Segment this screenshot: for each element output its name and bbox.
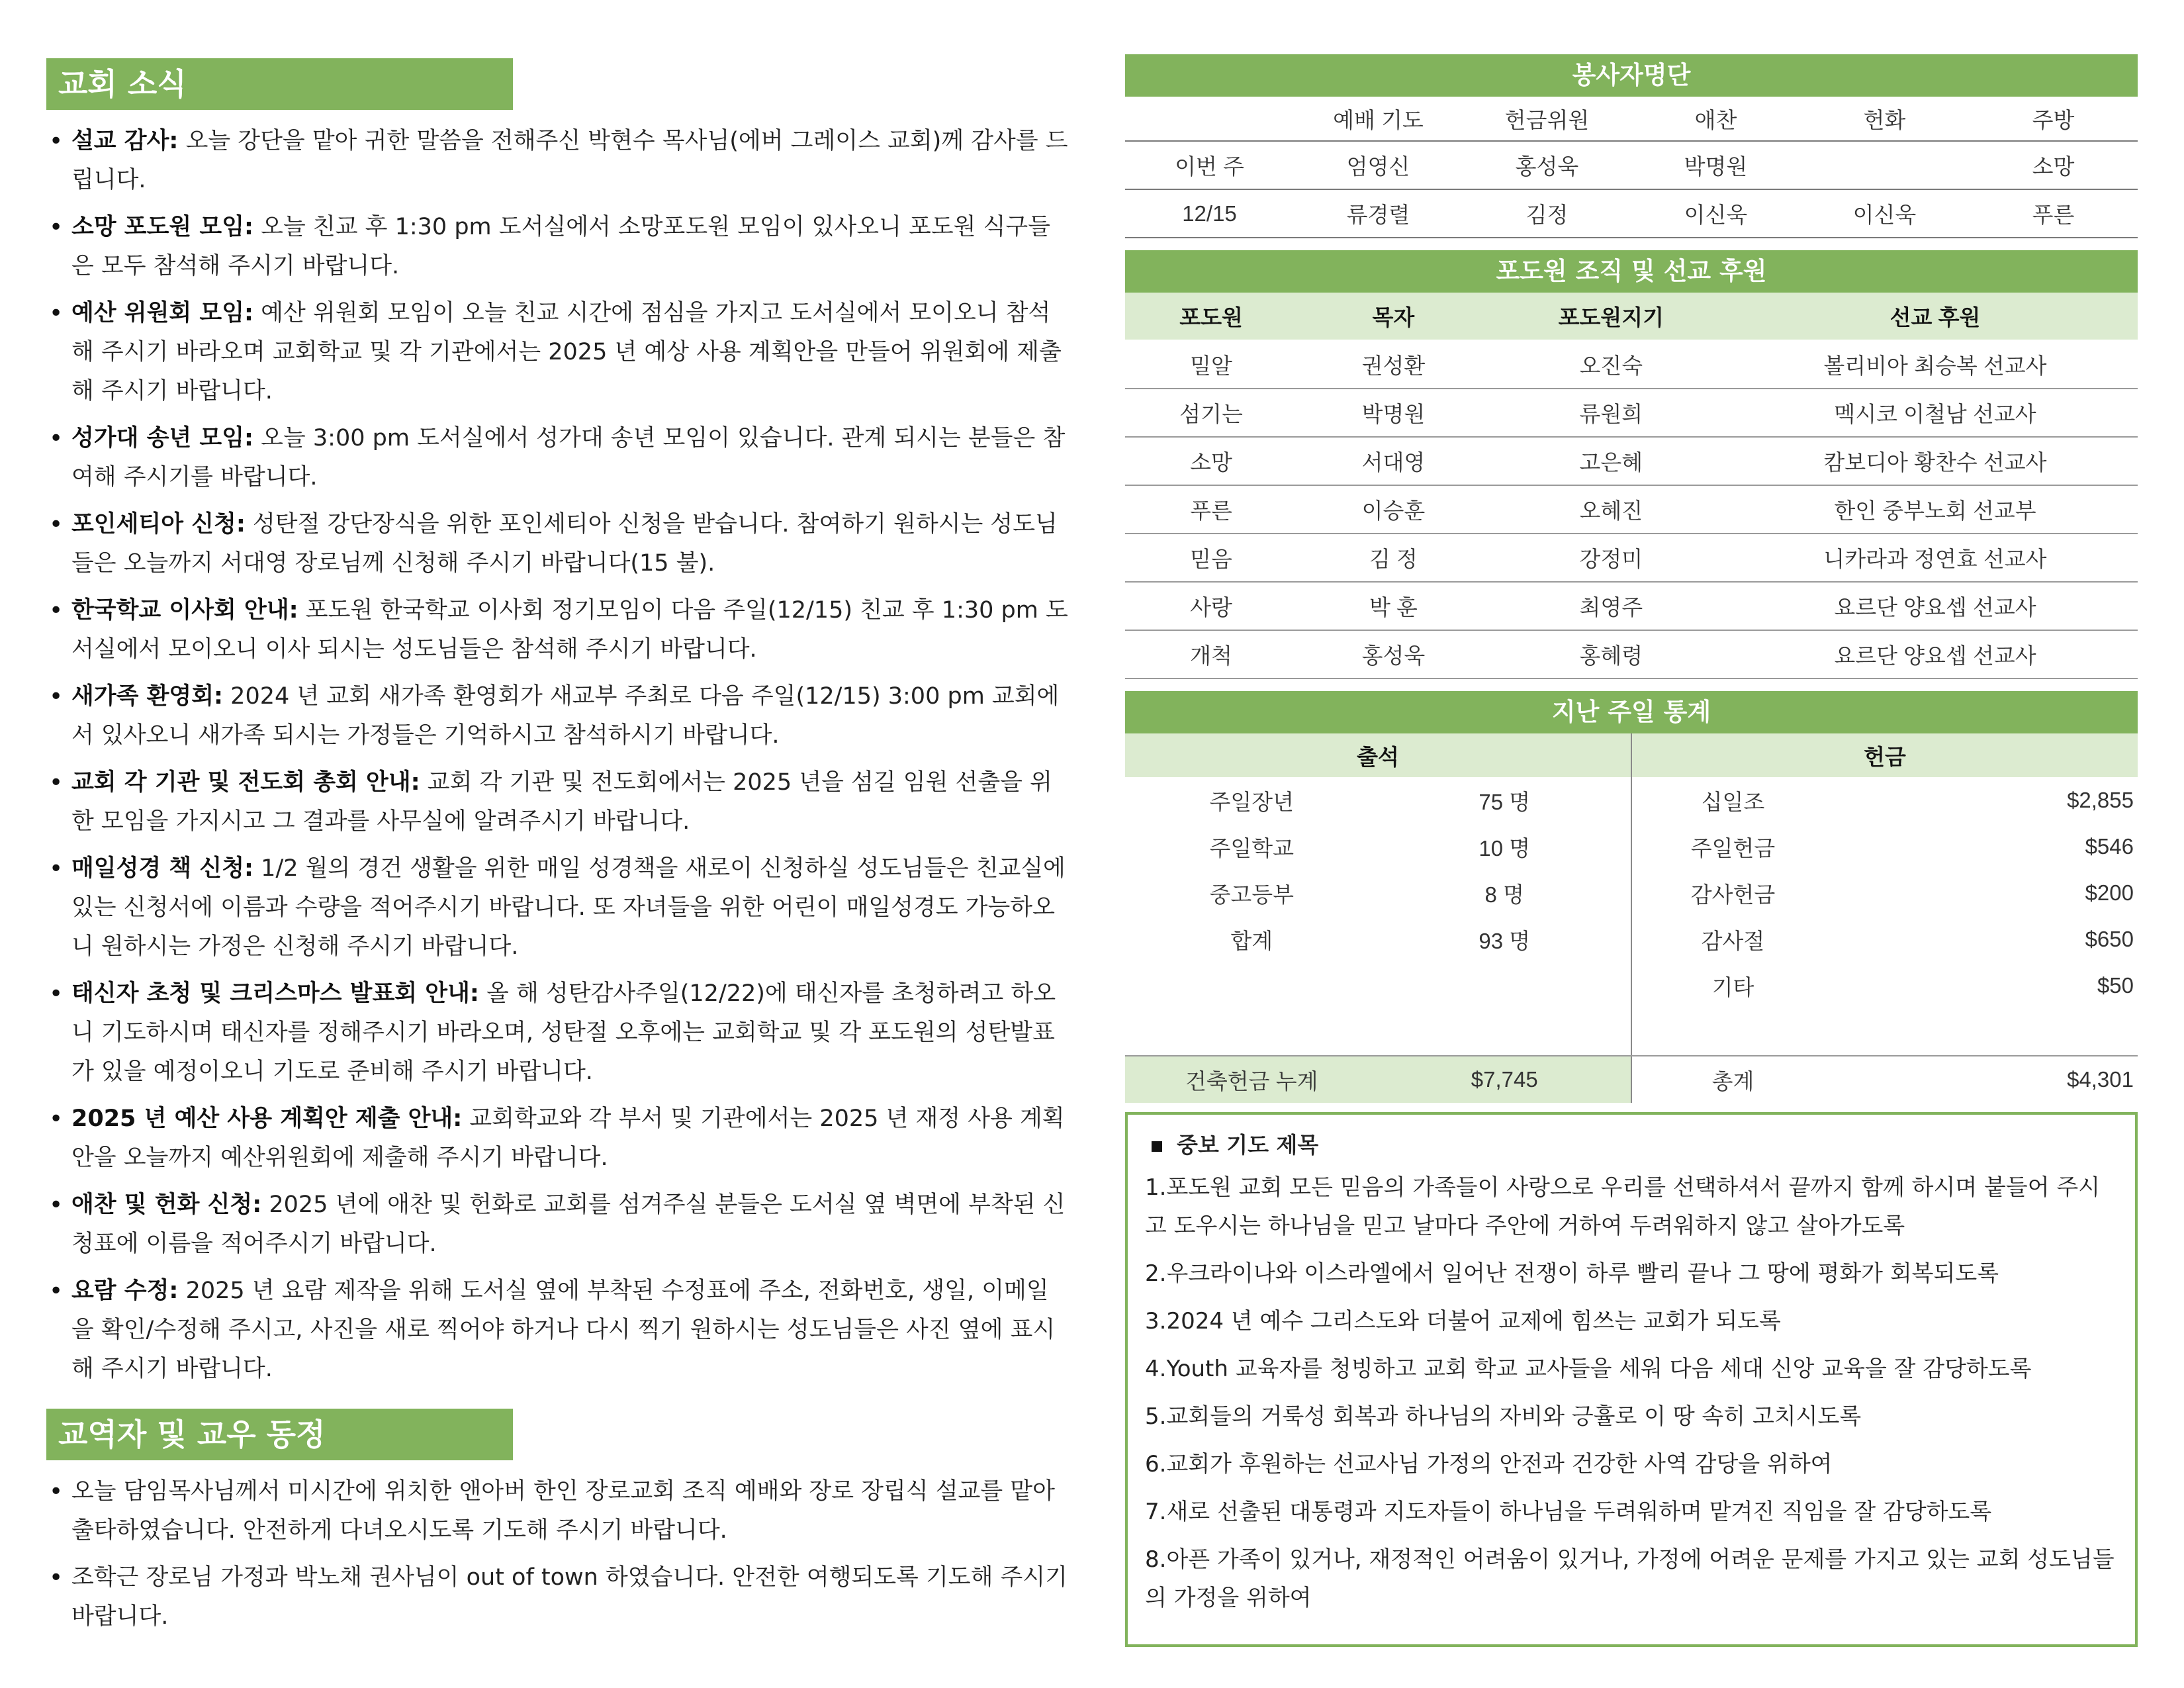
news-item-text: 교회 각 기관 및 전도회에서는 2025 년을 섬길 임원 선출을 위한 모임을 가지시고 그 결과를 사무실에 알려주시기 바랍니다. bbox=[71, 769, 1052, 835]
empty-cell bbox=[1834, 1009, 2138, 1056]
table-row bbox=[1125, 485, 2138, 534]
table-header-cell: 선교 후원 bbox=[1733, 293, 2138, 340]
table-header-cell bbox=[1125, 97, 1294, 141]
table-cell: 이신욱 bbox=[1800, 189, 1969, 238]
offering-value: $200 bbox=[2085, 880, 2134, 905]
table-cell: 홍성욱 bbox=[1463, 141, 1631, 189]
table-cell: 볼리비아 최승복 선교사 bbox=[1733, 340, 2138, 389]
prayer-item: 5.교회들의 거룩성 회복과 하나님의 자비와 긍휼로 이 땅 속히 고치시도록 bbox=[1145, 1403, 1862, 1430]
table-row bbox=[1125, 962, 2138, 1009]
news-item-label: 포인세티아 신청: bbox=[71, 511, 246, 538]
church-news-header: 교회 소식 bbox=[46, 58, 513, 110]
news-item-label: 교회 각 기관 및 전도회 총회 안내: bbox=[71, 769, 420, 796]
news-item-label: 요람 수정: bbox=[71, 1278, 179, 1304]
news-item-text: 올 해 성탄감사주일(12/22)에 태신자를 초청하려고 하오니 기도하시며 태신자를 정해주시기 바라오며, 성탄절 오후에는 교회학교 및 각 포도원의 성탄발표가 있을 예정이오니 기도로 준비해 주시기 바랍니다. bbox=[71, 980, 1056, 1085]
table-header-row bbox=[1125, 733, 2138, 777]
table-cell: 박명원 bbox=[1631, 141, 1800, 189]
table-cell: 강정미 bbox=[1490, 534, 1733, 582]
prayer-item: 4.Youth 교육자를 청빙하고 교회 학교 교사들을 세워 다음 세대 신앙 교육을 잘 감당하도록 bbox=[1145, 1356, 2032, 1382]
table-cell: 김 정 bbox=[1297, 534, 1490, 582]
volunteers-title: 봉사자명단 bbox=[1125, 54, 2138, 97]
news-item-label: 새가족 환영회: bbox=[71, 683, 224, 710]
table-header-cell: 헌화 bbox=[1800, 97, 1969, 141]
news-item-text: 성탄절 강단장식을 위한 포인세티아 신청을 받습니다. 참여하기 원하시는 성도님들은 오늘까지 서대영 장로님께 신청해 주시기 바랍니다(15 불). bbox=[71, 511, 1058, 577]
table-cell: 서대영 bbox=[1297, 437, 1490, 485]
table-cell: 소망 bbox=[1125, 437, 1297, 485]
offering-label: 감사헌금 bbox=[1690, 882, 1776, 907]
news-item bbox=[46, 294, 1069, 411]
table-cell: 김정 bbox=[1463, 189, 1631, 238]
news-item bbox=[46, 419, 1069, 497]
left-column bbox=[46, 58, 1069, 1644]
pastor-news-item: • 조학근 장로님 가정과 박노채 권사님이 out of town 하였습니다. 안전한 여행되도록 기도해 주시기 바랍니다. bbox=[46, 1558, 1069, 1636]
offering-value: $2,855 bbox=[2067, 788, 2134, 812]
table-cell: 류경렬 bbox=[1294, 189, 1463, 238]
table-row bbox=[1125, 582, 2138, 630]
news-item bbox=[46, 677, 1069, 755]
table-cell: 요르단 양요셉 선교사 bbox=[1733, 630, 2138, 679]
prayer-title-text: 중보 기도 제목 bbox=[1177, 1132, 1319, 1158]
prayer-title bbox=[1152, 1128, 2115, 1159]
attendance-label: 중고등부 bbox=[1209, 882, 1294, 907]
prayer-box bbox=[1125, 1112, 2138, 1647]
church-news-list bbox=[46, 122, 1069, 1389]
table-cell: 멕시코 이철남 선교사 bbox=[1733, 389, 2138, 437]
pastor-news-header: 교역자 및 교우 동정 bbox=[46, 1409, 513, 1460]
table-cell: 사랑 bbox=[1125, 582, 1297, 630]
spacer bbox=[1125, 238, 2138, 250]
news-item-label: 애찬 및 헌화 신청: bbox=[71, 1192, 262, 1218]
attendance-header: 출석 bbox=[1125, 733, 1631, 777]
news-item-label: 태신자 초청 및 크리스마스 발표회 안내: bbox=[71, 980, 479, 1007]
table-cell: 오진숙 bbox=[1490, 340, 1733, 389]
table-cell: 이승훈 bbox=[1297, 485, 1490, 534]
offering-label: 기타 bbox=[1711, 974, 1754, 1000]
news-item bbox=[46, 505, 1069, 583]
table-row bbox=[1125, 340, 2138, 389]
prayer-item: 6.교회가 후원하는 선교사님 가정의 안전과 건강한 사역 감당을 위하여 bbox=[1145, 1451, 1833, 1477]
attendance-value: 75 명 bbox=[1379, 777, 1632, 823]
table-cell: 12/15 bbox=[1125, 189, 1294, 238]
volunteers-table bbox=[1125, 97, 2138, 238]
table-cell: 류원희 bbox=[1490, 389, 1733, 437]
news-item-text: 포도원 한국학교 이사회 정기모임이 다음 주일(12/15) 친교 후 1:30 pm 도서실에서 모이오니 이사 되시는 성도님들은 참석해 주시기 바랍니다. bbox=[71, 597, 1068, 663]
table-cell: 엄영신 bbox=[1294, 141, 1463, 189]
news-item-text: 오늘 친교 후 1:30 pm 도서실에서 소망포도원 모임이 있사오니 포도원 식구들은 모두 참석해 주시기 바랍니다. bbox=[71, 214, 1051, 279]
news-item bbox=[46, 1272, 1069, 1389]
empty-cell bbox=[1379, 962, 1632, 1009]
table-row bbox=[1125, 1009, 2138, 1056]
table-row bbox=[1125, 870, 2138, 916]
table-header-cell: 헌금위원 bbox=[1463, 97, 1631, 141]
attendance-label: 합계 bbox=[1230, 928, 1273, 953]
news-item-text: 오늘 3:00 pm 도서실에서 성가대 송년 모임이 있습니다. 관계 되시는 분들은 참여해 주시기를 바랍니다. bbox=[71, 425, 1066, 491]
news-item bbox=[46, 763, 1069, 841]
table-cell: 오혜진 bbox=[1490, 485, 1733, 534]
news-item-label: 성가대 송년 모임: bbox=[71, 425, 254, 451]
table-header-row bbox=[1125, 97, 2138, 141]
table-row bbox=[1125, 916, 2138, 962]
table-header-cell: 예배 기도 bbox=[1294, 97, 1463, 141]
news-item-text: 2025 년 요람 제작을 위해 도서실 옆에 부착된 수정표에 주소, 전화번호, 생일, 이메일을 확인/수정해 주시고, 사진을 새로 찍어야 하거나 다시 찍기 원하시는 성도님들은 사진 옆에 표시해 주시기 바랍니다. bbox=[71, 1278, 1056, 1382]
spacer bbox=[1125, 679, 2138, 691]
square-bullet-icon bbox=[1152, 1141, 1162, 1152]
table-header-cell: 포도원지기 bbox=[1490, 293, 1733, 340]
table-cell: 니카라과 정연효 선교사 bbox=[1733, 534, 2138, 582]
table-row bbox=[1125, 189, 2138, 238]
building-fund-label: 건축헌금 누계 bbox=[1125, 1056, 1379, 1103]
news-item-label: 매일성경 책 신청: bbox=[71, 855, 254, 882]
table-row bbox=[1125, 777, 2138, 823]
table-row bbox=[1125, 437, 2138, 485]
prayer-item: 2.우크라이나와 이스라엘에서 일어난 전쟁이 하루 빨리 끝나 그 땅에 평화가 회복되도록 bbox=[1145, 1260, 1999, 1287]
table-header-row bbox=[1125, 293, 2138, 340]
total-label: 총계 bbox=[1711, 1068, 1754, 1094]
table-header-cell: 애찬 bbox=[1631, 97, 1800, 141]
news-item-text: 교회학교와 각 부서 및 기관에서는 2025 년 재정 사용 계획안을 오늘까지 예산위원회에 제출해 주시기 바랍니다. bbox=[71, 1105, 1065, 1171]
table-cell: 개척 bbox=[1125, 630, 1297, 679]
table-cell: 홍혜령 bbox=[1490, 630, 1733, 679]
offering-value: $650 bbox=[2085, 927, 2134, 951]
prayer-item: 7.새로 선출된 대통령과 지도자들이 하나님을 두려워하며 맡겨진 직임을 잘 감당하도록 bbox=[1145, 1499, 1992, 1525]
stats-table bbox=[1125, 733, 2138, 1103]
table-cell: 소망 bbox=[1969, 141, 2138, 189]
table-cell: 푸른 bbox=[1969, 189, 2138, 238]
offering-header: 헌금 bbox=[1631, 733, 2138, 777]
news-item-label: 소망 포도원 모임: bbox=[71, 214, 254, 240]
table-row bbox=[1125, 534, 2138, 582]
prayer-item: 8.아픈 가족이 있거나, 재정적인 어려움이 있거나, 가정에 어려운 문제를 가지고 있는 교회 성도님들의 가정을 위하여 bbox=[1145, 1546, 2115, 1611]
table-row bbox=[1125, 630, 2138, 679]
right-column bbox=[1125, 54, 2138, 1647]
prayer-item: 1.포도원 교회 모든 믿음의 가족들이 사랑으로 우리를 선택하셔서 끝까지 함께 하시며 붙들어 주시고 도우시는 하나님을 믿고 날마다 주안에 거하여 두려워하지 않고 살아가도록 bbox=[1145, 1174, 2101, 1239]
table-cell: 홍성욱 bbox=[1297, 630, 1490, 679]
table-cell: 밀알 bbox=[1125, 340, 1297, 389]
table-cell: 섬기는 bbox=[1125, 389, 1297, 437]
table-header-cell: 목자 bbox=[1297, 293, 1490, 340]
news-item bbox=[46, 849, 1069, 966]
table-cell: 캄보디아 황찬수 선교사 bbox=[1733, 437, 2138, 485]
news-item-text: 1/2 월의 경건 생활을 위한 매일 성경책을 새로이 신청하실 성도님들은 친교실에 있는 신청서에 이름과 수량을 적어주시기 바랍니다. 또 자녀들을 위한 어린이 매일성경도 가능하오니 원하시는 가정은 신청해 주시기 바랍니다. bbox=[71, 855, 1066, 960]
total-value: $4,301 bbox=[2067, 1067, 2134, 1092]
empty-cell bbox=[1379, 1009, 1632, 1056]
offering-label: 십일조 bbox=[1701, 789, 1765, 814]
table-cell: 한인 중부노회 선교부 bbox=[1733, 485, 2138, 534]
offering-value: $50 bbox=[2097, 973, 2134, 998]
news-item bbox=[46, 1100, 1069, 1178]
table-cell: 요르단 양요셉 선교사 bbox=[1733, 582, 2138, 630]
offering-label: 주일헌금 bbox=[1690, 835, 1776, 861]
pastor-news-item: • 오늘 담임목사님께서 미시간에 위치한 앤아버 한인 장로교회 조직 예배와 장로 장립식 설교를 맡아 출타하였습니다. 안전하게 다녀오시도록 기도해 주시기 바랍니다. bbox=[46, 1472, 1069, 1550]
offering-label: 감사절 bbox=[1701, 928, 1765, 953]
table-cell: 최영주 bbox=[1490, 582, 1733, 630]
vineyards-title: 포도원 조직 및 선교 후원 bbox=[1125, 250, 2138, 293]
table-row bbox=[1125, 823, 2138, 870]
table-cell: 권성환 bbox=[1297, 340, 1490, 389]
empty-cell bbox=[1125, 1009, 1379, 1056]
pastor-news-list bbox=[46, 1472, 1069, 1636]
news-item-text: 2024 년 교회 새가족 환영회가 새교부 주최로 다음 주일(12/15) 3:00 pm 교회에서 있사오니 새가족 되시는 가정들은 기억하시고 참석하시기 바랍니다. bbox=[71, 683, 1060, 749]
table-header-cell: 주방 bbox=[1969, 97, 2138, 141]
stats-title: 지난 주일 통계 bbox=[1125, 691, 2138, 733]
vineyards-table bbox=[1125, 293, 2138, 679]
news-item-label: 2025 년 예산 사용 계획안 제출 안내: bbox=[71, 1105, 463, 1132]
table-row bbox=[1125, 389, 2138, 437]
prayer-item: 3.2024 년 예수 그리스도와 더불어 교제에 힘쓰는 교회가 되도록 bbox=[1145, 1308, 1781, 1335]
news-item bbox=[46, 122, 1069, 200]
building-fund-value: $7,745 bbox=[1379, 1056, 1632, 1103]
attendance-label: 주일학교 bbox=[1209, 835, 1294, 861]
news-item bbox=[46, 1186, 1069, 1264]
attendance-value: 10 명 bbox=[1379, 823, 1632, 870]
news-item-text: 예산 위원회 모임이 오늘 친교 시간에 점심을 가지고 도서실에서 모이오니 참석해 주시기 바라오며 교회학교 및 각 기관에서는 2025 년 예상 사용 계획안을 만들어 위원회에 제출해 주시기 바랍니다. bbox=[71, 300, 1062, 404]
news-item bbox=[46, 591, 1069, 669]
offering-value: $546 bbox=[2085, 834, 2134, 859]
table-cell: 고은혜 bbox=[1490, 437, 1733, 485]
table-cell: 이번 주 bbox=[1125, 141, 1294, 189]
news-item-label: 설교 감사: bbox=[71, 128, 179, 154]
table-cell: 박명원 bbox=[1297, 389, 1490, 437]
table-row bbox=[1125, 1056, 2138, 1103]
news-item-label: 예산 위원회 모임: bbox=[71, 300, 254, 326]
table-cell: 이신욱 bbox=[1631, 189, 1800, 238]
table-cell bbox=[1800, 141, 1969, 189]
table-cell: 믿음 bbox=[1125, 534, 1297, 582]
attendance-value: 93 명 bbox=[1379, 916, 1632, 962]
empty-cell bbox=[1631, 1009, 1834, 1056]
news-item-label: 한국학교 이사회 안내: bbox=[71, 597, 298, 624]
news-item-text: 오늘 강단을 맡아 귀한 말씀을 전해주신 박현수 목사님(에버 그레이스 교회)께 감사를 드립니다. bbox=[71, 128, 1068, 193]
attendance-label: 주일장년 bbox=[1209, 789, 1294, 814]
attendance-value: 8 명 bbox=[1379, 870, 1632, 916]
news-item bbox=[46, 974, 1069, 1092]
table-cell: 박 훈 bbox=[1297, 582, 1490, 630]
table-cell: 푸른 bbox=[1125, 485, 1297, 534]
table-header-cell: 포도원 bbox=[1125, 293, 1297, 340]
news-item bbox=[46, 208, 1069, 286]
news-item-text: 2025 년에 애찬 및 헌화로 교회를 섬겨주실 분들은 도서실 옆 벽면에 부착된 신청표에 이름을 적어주시기 바랍니다. bbox=[71, 1192, 1066, 1257]
table-row bbox=[1125, 141, 2138, 189]
empty-cell bbox=[1125, 962, 1379, 1009]
